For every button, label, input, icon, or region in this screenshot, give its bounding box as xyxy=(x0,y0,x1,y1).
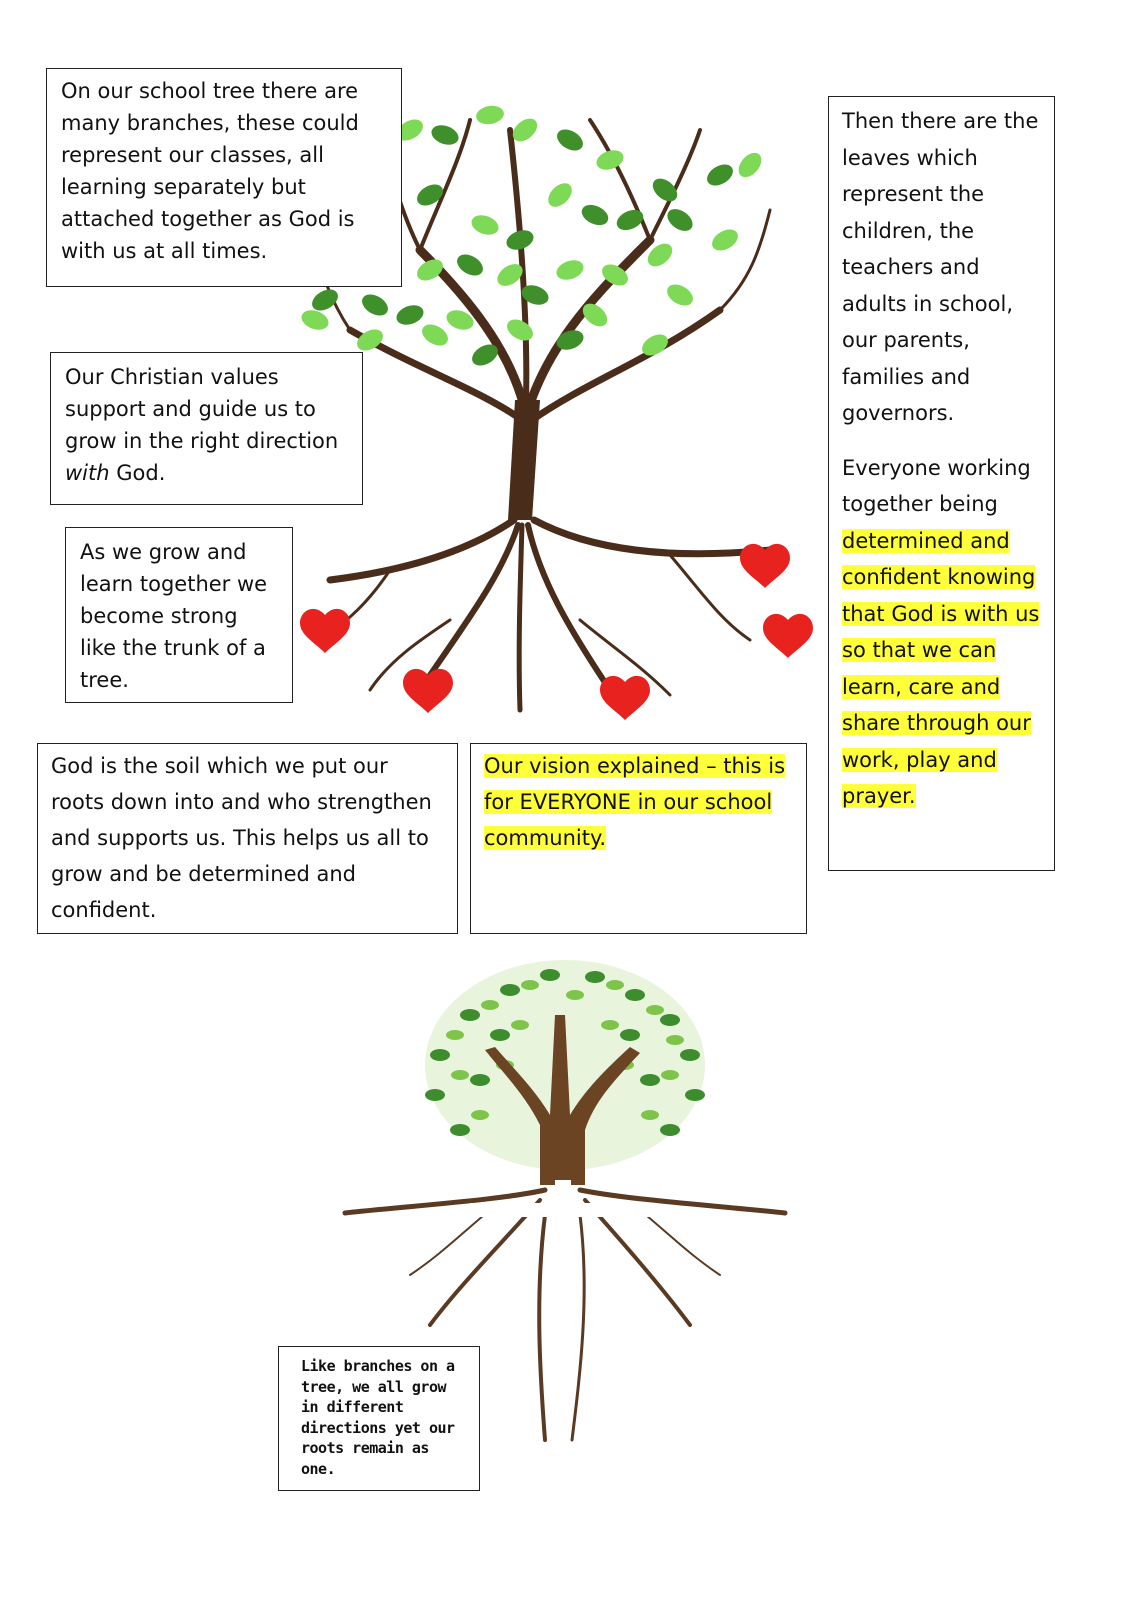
everyone-plain-text: Everyone working together being xyxy=(842,455,1031,516)
vision-text xyxy=(484,748,793,856)
values-main-text: Our Christian values support and guide us to grow in the right direction xyxy=(65,365,339,453)
cross-tree-caption: Like branches on a tree, we all grow in different directions yet our roots remain as one. xyxy=(301,1357,455,1478)
soil-text: God is the soil which we put our roots down into and who strengthen and supports us. This helps us all to grow and be determined and confident. xyxy=(51,754,432,922)
branches-text: On our school tree there are many branches, these could represent our classes, all learning separately but attached together as God is with us at all times. xyxy=(61,79,359,263)
cross-shape xyxy=(470,1180,655,1430)
everyone-text xyxy=(842,450,1041,815)
values-text xyxy=(65,361,348,489)
soil-text-box xyxy=(37,743,458,934)
vision-text-box xyxy=(470,743,807,934)
values-italic-text: with xyxy=(65,461,110,485)
vision-highlight: Our vision explained – this is for EVERYONE in our school community. xyxy=(484,754,786,850)
values-tail-text: God. xyxy=(109,461,166,485)
cross-tree-caption-box xyxy=(278,1346,480,1491)
trunk-text: As we grow and learn together we become strong like the trunk of a tree. xyxy=(80,540,268,692)
leaves-text: Then there are the leaves which represent the children, the teachers and adults in school, our parents, families and governors. xyxy=(842,109,1039,425)
trunk-text-box xyxy=(65,527,293,703)
values-text-box xyxy=(50,352,363,505)
branches-text-box xyxy=(46,68,402,287)
everyone-highlight-text: determined and confident knowing that God is with us so that we can learn, care and share through our work, play and prayer. xyxy=(842,528,1040,808)
leaves-text-box xyxy=(828,96,1055,871)
